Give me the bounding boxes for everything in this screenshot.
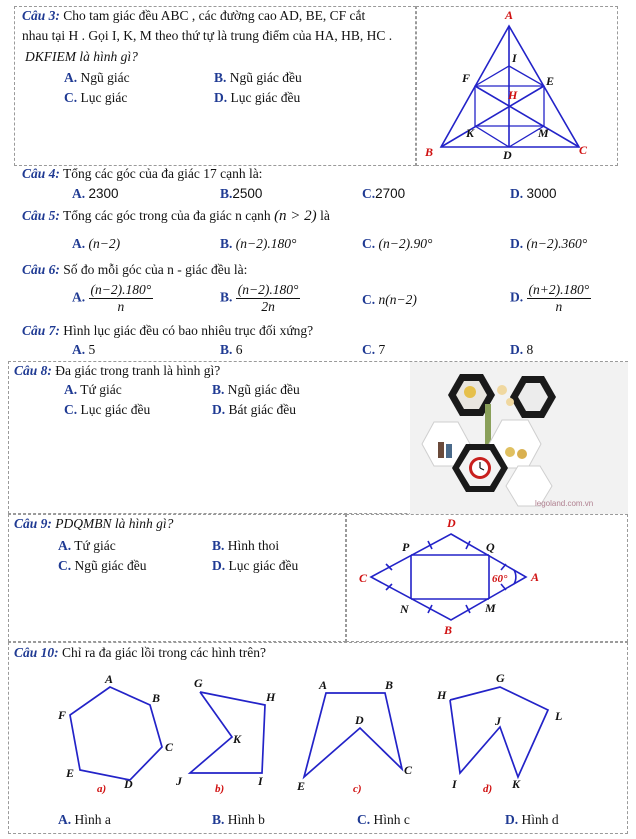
q8-option-b[interactable]: B. Ngũ giác đều (212, 382, 300, 397)
q10a-pt-D: D (124, 777, 133, 791)
q5-line: Câu 5: Tổng các góc trong của đa giác n cạnh (n > 2) là (22, 208, 330, 224)
q3-pt-D: D (503, 148, 512, 162)
q10-option-a[interactable]: A. Hình a (58, 812, 111, 827)
q8-option-a[interactable]: A. Tứ giác (64, 382, 122, 397)
q7-option-a[interactable]: A. 5 (72, 342, 96, 357)
q3-text-2: nhau tại H . Gọi I, K, M theo thứ tự là trung điểm của HA, HB, HC . (22, 28, 393, 43)
q3-pt-C: C (579, 143, 588, 157)
q9-angle-60: 60° (492, 573, 508, 585)
q9-option-a[interactable]: A. Tứ giác (58, 538, 116, 553)
q3-text-1: Cho tam giác đều ABC , các đường cao AD, BE, CF cắt (63, 8, 366, 23)
q3-text-3: DKFIEM là hình gì? (25, 49, 138, 64)
q10-option-d[interactable]: D. Hình d (505, 812, 559, 827)
q10a-pt-E: E (66, 766, 75, 780)
q7-option-b[interactable]: B. 6 (220, 342, 243, 357)
q10d-caption: d) (483, 783, 493, 795)
q10b-pt-I: I (258, 774, 263, 788)
q10-option-b[interactable]: B. Hình b (212, 812, 265, 827)
q5-option-d[interactable]: D. (n−2).360° (510, 236, 588, 251)
q9-pt-P: P (402, 540, 410, 554)
q10c-pt-A: A (319, 678, 328, 692)
q4-option-d[interactable]: D. 3000 (510, 186, 557, 201)
q9-option-b[interactable]: B. Hình thoi (212, 538, 280, 553)
q10d-pt-H: H (437, 688, 447, 702)
q7-line: Câu 7: Hình lục giác đều có bao nhiêu trục đối xứng? (22, 323, 314, 338)
q4-option-b[interactable]: B.2500 (220, 186, 263, 201)
q3-pt-K: K (466, 126, 475, 140)
q3-line3 (25, 49, 138, 65)
q6-option-a[interactable]: A. $\frac{(n-2).180^\circ}{n}$ (72, 282, 152, 314)
q9-pt-Q: Q (486, 540, 495, 554)
q10a-pt-B: B (152, 691, 161, 705)
q3-pt-H: H (508, 88, 518, 102)
q3-option-d[interactable]: D. Lục giác đều (214, 90, 301, 105)
q10c-pt-E: E (297, 779, 306, 793)
q6-option-b[interactable]: B. $\frac{(n-2).180^\circ}{2n}$ (220, 282, 299, 314)
q10c-pt-C: C (404, 763, 413, 777)
q9-pt-A: A (531, 570, 540, 584)
q10b-pt-G: G (194, 676, 203, 690)
q10c-pt-D: D (355, 713, 364, 727)
q10b-caption: b) (215, 783, 225, 795)
q10d-pt-J: J (495, 714, 501, 728)
q4-option-c[interactable]: C.2700 (362, 186, 406, 201)
q9-pt-C: C (359, 571, 368, 585)
q9-rhombus-figure (346, 514, 628, 642)
q3-triangle-figure (416, 6, 618, 166)
hexagon-shelf-photo (410, 362, 628, 514)
q6-a-fraction: $\frac{(n-2).180^\circ}{n}$ (90, 282, 152, 314)
q3-pt-E: E (546, 74, 555, 88)
q3-line1 (22, 8, 365, 24)
q6-option-c[interactable]: C. n(n−2) (362, 292, 417, 307)
q10a-pt-F: F (58, 708, 67, 722)
q9-pt-B: B (444, 623, 453, 637)
q10d-pt-G: G (496, 671, 505, 685)
q6-d-fraction: $\frac{(n+2).180^\circ}{n}$ (528, 282, 590, 314)
q6-option-d[interactable]: D. $\frac{(n+2).180^\circ}{n}$ (510, 282, 590, 314)
q3-pt-M: M (538, 126, 549, 140)
q3-pt-F: F (462, 71, 471, 85)
q10c-pt-B: B (385, 678, 394, 692)
q3-label: Câu 3: (22, 8, 60, 23)
q9-option-c[interactable]: C. Ngũ giác đều (58, 558, 147, 573)
q10d-pt-L: L (555, 709, 563, 723)
q10c-caption: c) (353, 783, 362, 795)
q9-pt-D: D (447, 516, 456, 530)
q9-pt-M: M (485, 601, 496, 615)
q10a-pt-C: C (165, 740, 174, 754)
hexagon-shelf-illustration (410, 362, 628, 514)
q5-option-c[interactable]: C. (n−2).90° (362, 236, 433, 251)
photo-watermark: legoland.com.vn (535, 499, 594, 508)
q10a-pt-A: A (105, 672, 114, 686)
q9-option-d[interactable]: D. Lục giác đều (212, 558, 299, 573)
q7-option-c[interactable]: C. 7 (362, 342, 386, 357)
q6-line: Câu 6: Số đo mỗi góc của n - giác đều là: (22, 262, 248, 277)
q10-option-c[interactable]: C. Hình c (357, 812, 410, 827)
q10b-pt-H: H (266, 690, 276, 704)
q9-line: Câu 9: PDQMBN là hình gì? (14, 516, 174, 531)
q3-option-c[interactable]: C. Lục giác (64, 90, 128, 105)
q9-pt-N: N (400, 602, 409, 616)
q9-box (8, 514, 346, 642)
q3-pt-A: A (505, 8, 514, 22)
q10d-pt-K: K (512, 777, 521, 791)
q3-option-b[interactable]: B. Ngũ giác đều (214, 70, 302, 85)
q10-line: Câu 10: Chỉ ra đa giác lồi trong các hình trên? (14, 645, 266, 660)
q3-pt-B: B (425, 145, 434, 159)
q10a-caption: a) (97, 783, 107, 795)
q10b-pt-J: J (176, 774, 182, 788)
q8-line: Câu 8: Đa giác trong tranh là hình gì? (14, 363, 221, 378)
q10-polygons-figure (40, 665, 600, 800)
q5-option-a[interactable]: A. (n−2) (72, 236, 121, 251)
q6-b-fraction: $\frac{(n-2).180^\circ}{2n}$ (237, 282, 299, 314)
q3-pt-I: I (512, 51, 517, 65)
q5-option-b[interactable]: B. (n−2).180° (220, 236, 297, 251)
q8-option-c[interactable]: C. Lục giác đều (64, 402, 151, 417)
q4-option-a[interactable]: A. 2300 (72, 186, 119, 201)
q3-line2 (22, 28, 392, 44)
q3-option-a[interactable]: A. Ngũ giác (64, 70, 130, 85)
q4-line: Câu 4: Tổng các góc của đa giác 17 cạnh là: (22, 166, 263, 181)
q8-option-d[interactable]: D. Bát giác đều (212, 402, 296, 417)
q10d-pt-I: I (452, 777, 457, 791)
q10b-pt-K: K (233, 732, 242, 746)
q7-option-d[interactable]: D. 8 (510, 342, 534, 357)
